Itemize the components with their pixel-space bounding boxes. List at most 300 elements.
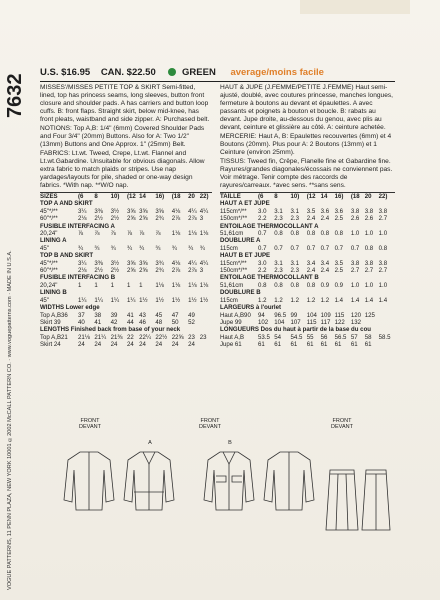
- english-cell: 3⅝: [155, 207, 164, 215]
- english-cell: 1⅛: [171, 230, 181, 238]
- french-data-row: [220, 208, 395, 215]
- english-cell: 24: [94, 341, 102, 349]
- french-cell: 0.9: [334, 281, 344, 289]
- english-cell: ¾: [188, 244, 194, 252]
- english-cell: 46: [139, 318, 146, 326]
- french-cell: 3.0: [258, 207, 267, 215]
- english-description: MISSES'/MISSES PETITE TOP & SKIRT Semi-fitted, lined, top has princess seams, long sleeves, button front closure and shoulder pads. A has carriers and button loop cuffs. B: front flaps. Straight skirt, below mid-knee, has front pleats, waistband and side zipper. A: Purchased belt.: [40, 84, 210, 123]
- english-cell: 1: [94, 281, 98, 289]
- drawing-label-front-skirt: FRONT DEVANT: [331, 418, 353, 430]
- english-cell: 2⅞: [171, 267, 181, 275]
- french-cell: 0.8: [334, 230, 344, 238]
- english-cell: 1: [78, 281, 82, 289]
- french-cell: 1.2: [306, 296, 316, 304]
- french-section-label: ENTOILAGE THERMOCOLLANT A: [220, 222, 319, 230]
- english-cell: ¾: [110, 244, 116, 252]
- french-cell: 3.8: [350, 259, 360, 267]
- french-size-header-cell: 14: [321, 193, 335, 201]
- french-size-header-cell: 10): [291, 193, 307, 201]
- french-cell: 53.5: [258, 333, 270, 341]
- english-cell: 3⅜: [94, 259, 103, 267]
- english-row-label: 45": [40, 296, 49, 304]
- french-cell: 58: [364, 333, 372, 341]
- french-size-header-cell: (6: [258, 193, 274, 201]
- french-cell: 102: [258, 318, 269, 326]
- english-size-header-cell: 14: [139, 193, 155, 201]
- tape-strip: [300, 0, 410, 14]
- english-yardage-table: [40, 192, 212, 349]
- french-row-label: 150cm*/**: [220, 215, 248, 223]
- english-notions: NOTIONS: Top A,B: 1/4" (6mm) Covered Shoulder Pads and Four 3/4" (20mm) Buttons. Also for A: Two 1/2" (13mm) Buttons and One Approx. 1" (25mm) Belt.: [40, 125, 205, 148]
- english-cell: ⅞: [110, 230, 116, 238]
- english-cell: 3: [199, 267, 204, 275]
- english-cell: 22⅝: [171, 333, 184, 341]
- french-section-row: [220, 304, 395, 311]
- french-cell: 61: [350, 341, 358, 349]
- french-size-header-cell: (18: [351, 193, 365, 201]
- english-cell: 49: [188, 311, 195, 319]
- french-section-row: [220, 274, 395, 281]
- english-cell: 2⅞: [171, 215, 181, 223]
- french-cell: 56: [320, 333, 328, 341]
- french-cell: 2.6: [350, 215, 360, 223]
- french-cell: 1.2: [274, 296, 283, 304]
- french-cell: 1.0: [364, 281, 374, 289]
- english-cell: ⅞: [155, 230, 161, 238]
- header-divider: [40, 81, 395, 82]
- french-cell: 3.1: [274, 259, 283, 267]
- english-row-label: 60"*/**: [40, 267, 58, 275]
- french-section-label: ENTOILAGE THERMOCOLLANT B: [220, 274, 319, 282]
- top-a-front-drawing: [124, 452, 174, 510]
- english-cell: 22¼: [139, 333, 151, 341]
- english-section-label: LENGTHS Finished back from base of your neck: [40, 326, 181, 334]
- publisher-address: VOGUE PATTERNS, 11 PENN PLAZA, NEW YORK 10001 ©2002 McCALL PATTERN CO. · www.voguepatterns.com · MADE IN U.S.A.: [7, 250, 13, 590]
- english-cell: 2⅛: [78, 215, 87, 223]
- french-cell: 3.5: [306, 207, 316, 215]
- english-cell: 42: [110, 318, 118, 326]
- english-section-row: [40, 200, 212, 207]
- french-cell: 0.7: [290, 244, 299, 252]
- english-cell: 24: [126, 341, 134, 349]
- top-b-back-drawing: [264, 452, 314, 510]
- english-data-row: [40, 282, 212, 289]
- english-row-label: Top A,B21: [40, 333, 68, 341]
- english-data-row: [40, 230, 212, 237]
- french-section-row: [220, 223, 395, 230]
- french-cell: 115: [306, 318, 317, 326]
- english-size-header-cell: 20: [188, 193, 200, 201]
- english-cell: 48: [155, 318, 163, 326]
- color-label: GREEN: [182, 67, 216, 78]
- french-cell: 2.4: [320, 215, 330, 223]
- french-section-label: DOUBLURE B: [220, 289, 261, 297]
- english-cell: 2⅞: [188, 215, 197, 223]
- top-b-front-drawing: [204, 452, 254, 510]
- french-cell: 2.5: [334, 215, 344, 223]
- english-cell: 2⅞: [188, 267, 197, 275]
- english-cell: ¾: [78, 244, 84, 252]
- french-cell: 61: [290, 341, 298, 349]
- english-cell: ¾: [126, 244, 133, 252]
- english-column: [40, 84, 212, 349]
- english-cell: 4⅛: [171, 207, 181, 215]
- english-cell: ¾: [199, 244, 205, 252]
- english-cell: 1: [110, 281, 115, 289]
- french-cell: 2.5: [334, 267, 344, 275]
- english-size-header-cell: 22): [200, 193, 212, 201]
- french-size-header-cell: 20: [365, 193, 379, 201]
- english-cell: 1¼: [94, 296, 103, 304]
- french-description: HAUT & JUPE (J.FEMME/PETITE J.FEMME) Haut semi-ajusté, doublé, avec coutures princesse, manches longues, fermeture à boutons au devant et épaulettes. A avec passants et poignets à bouton et boucle. B: rabats au devant. Jupe droite, au-dessous du genou, avec plis au devant, ceinture et glissière au côté. A: ceinture achetée.: [220, 84, 394, 131]
- french-cell: 1.2: [320, 296, 330, 304]
- english-cell: 1⅛: [188, 230, 197, 238]
- english-cell: 24: [155, 341, 163, 349]
- english-cell: ⅞: [94, 230, 100, 238]
- english-cell: ¾: [139, 244, 145, 252]
- english-cell: 52: [188, 318, 195, 326]
- french-section-label: HAUT A ET JUPE: [220, 200, 270, 208]
- french-cell: 58.5: [378, 333, 391, 341]
- english-section-row: [40, 289, 212, 296]
- french-cell: 55: [306, 333, 314, 341]
- french-data-row: [220, 230, 395, 237]
- french-cell: 3.4: [320, 259, 330, 267]
- french-cell: 122: [334, 318, 345, 326]
- english-cell: 4¼: [188, 207, 197, 215]
- english-cell: 24: [139, 341, 146, 349]
- english-row-label: 20,24": [40, 230, 58, 238]
- french-cell: 3.0: [258, 259, 267, 267]
- french-row-label: 51,61cm: [220, 230, 244, 238]
- english-data-row: [40, 297, 212, 304]
- french-cell: 2.2: [258, 267, 267, 275]
- english-cell: 2½: [110, 215, 120, 223]
- french-cell: 3.1: [274, 207, 283, 215]
- english-data-row: [40, 260, 212, 267]
- english-cell: 24: [110, 341, 118, 349]
- english-cell: 2½: [94, 267, 103, 275]
- english-section-label: FUSIBLE INTERFACING A: [40, 222, 115, 230]
- french-cell: 1.2: [290, 296, 299, 304]
- english-data-row: [40, 341, 212, 348]
- french-cell: 104: [274, 318, 285, 326]
- english-section-label: TOP A AND SKIRT: [40, 200, 93, 208]
- french-cell: 0.8: [320, 230, 330, 238]
- english-cell: 3¼: [78, 259, 87, 267]
- french-cell: 115: [334, 311, 345, 319]
- english-row-label: Top A,B36: [40, 311, 68, 319]
- french-cell: 3.8: [378, 259, 388, 267]
- french-cell: 3.6: [320, 207, 330, 215]
- french-section-row: [220, 200, 395, 207]
- french-cell: 2.7: [378, 267, 388, 275]
- english-size-header-cell: 16): [155, 193, 171, 201]
- french-row-label: Jupe 99: [220, 318, 242, 326]
- french-cell: 61: [320, 341, 328, 349]
- english-row-label: 20,24": [40, 281, 58, 289]
- english-cell: 2⅝: [139, 215, 148, 223]
- english-cell: 47: [171, 311, 179, 319]
- french-cell: 61: [364, 341, 372, 349]
- english-cell: 1½: [199, 296, 209, 304]
- technical-drawings: [40, 418, 395, 550]
- french-section-label: HAUT B ET JUPE: [220, 252, 271, 260]
- french-tissus: TISSUS: Tweed fin, Crêpe, Flanelle fine et Gabardine fine. Rayures/grandes diagonales/écossais ne conviennent pas. Voir métrage. Tenir compte des raccords de rayures/carreaux. *avec sens. **sans sens.: [220, 158, 393, 189]
- english-data-row: [40, 208, 212, 215]
- english-cell: 1⅛: [155, 281, 164, 289]
- line-drawings-svg: [40, 430, 395, 550]
- english-cell: 43: [139, 311, 146, 319]
- english-cell: 3½: [110, 207, 120, 215]
- french-section-label: LARGEURS à l'ourlet: [220, 304, 282, 312]
- english-data-row: [40, 312, 212, 319]
- english-size-header-cell: 8: [94, 193, 110, 201]
- english-section-row: [40, 304, 212, 311]
- french-size-header-cell: (12: [307, 193, 321, 201]
- french-cell: 2.4: [306, 267, 316, 275]
- french-metrage-table: [220, 192, 395, 349]
- french-cell: 0.7: [306, 244, 316, 252]
- french-cell: 2.7: [378, 215, 388, 223]
- french-cell: 1.4: [334, 296, 344, 304]
- french-cell: 1.0: [350, 230, 360, 238]
- french-cell: 3.5: [334, 259, 344, 267]
- french-cell: 0.9: [320, 281, 330, 289]
- english-cell: 38: [94, 311, 102, 319]
- french-row-label: Haut A,B90: [220, 311, 251, 319]
- french-cell: 0.7: [350, 244, 360, 252]
- english-row-label: 45": [40, 244, 49, 252]
- french-cell: 0.7: [258, 230, 267, 238]
- french-cell: 61: [258, 341, 265, 349]
- french-cell: 94: [258, 311, 265, 319]
- french-data-row: [220, 312, 395, 319]
- english-size-header-cell: (12: [127, 193, 139, 201]
- english-cell: 2½: [110, 267, 120, 275]
- english-fabrics: FABRICS: Lt.wt. Tweed, Crepe, Lt.wt. Flannel and Lt.wt.Gabardine. Unsuitable for obvious diagonals. Allow extra fabric to match plaids or stripes. Use nap yardages/layouts for pile, shaded or one-way design fabrics. *With nap. **W/O nap.: [40, 150, 205, 189]
- french-cell: 3.1: [290, 207, 299, 215]
- english-cell: 2¾: [155, 215, 164, 223]
- french-cell: 0.8: [258, 281, 267, 289]
- english-cell: 4⅛: [171, 259, 181, 267]
- skirt-front-drawing: [326, 470, 358, 530]
- english-cell: 21⅜: [110, 333, 123, 341]
- english-size-header: [40, 193, 212, 201]
- french-data-row: [220, 215, 395, 222]
- french-cell: 1.0: [378, 230, 388, 238]
- french-data-row: [220, 260, 395, 267]
- english-cell: 50: [171, 318, 179, 326]
- french-data-row: [220, 341, 395, 348]
- french-cell: 96.5: [274, 311, 287, 319]
- english-size-header-cell: 10): [111, 193, 127, 201]
- french-data-row: [220, 297, 395, 304]
- french-cell: 3.6: [334, 207, 344, 215]
- english-cell: 1⅛: [171, 281, 181, 289]
- english-cell: 24: [78, 341, 85, 349]
- english-cell: 3: [199, 215, 204, 223]
- french-row-label: Jupe 61: [220, 341, 242, 349]
- french-cell: 0.8: [306, 230, 316, 238]
- french-cell: 2.3: [290, 215, 299, 223]
- english-cell: ¾: [171, 244, 177, 252]
- french-cell: 1.0: [364, 230, 374, 238]
- french-cell: 120: [350, 311, 361, 319]
- english-section-label: LINING A: [40, 237, 67, 245]
- french-section-row: [220, 237, 395, 244]
- english-cell: 3¼: [78, 207, 87, 215]
- english-row-label: 45"*/**: [40, 259, 58, 267]
- english-cell: ⅞: [139, 230, 145, 238]
- french-cell: 1.4: [350, 296, 360, 304]
- french-cell: 109: [320, 311, 331, 319]
- english-cell: 3⅝: [139, 207, 148, 215]
- french-data-row: [220, 245, 395, 252]
- french-cell: 61: [274, 341, 282, 349]
- english-section-label: WIDTHS Lower edge: [40, 304, 100, 312]
- english-cell: 45: [155, 311, 163, 319]
- english-data-row: [40, 267, 212, 274]
- english-cell: 41: [94, 318, 102, 326]
- english-data-row: [40, 334, 212, 341]
- english-cell: ⅞: [78, 230, 84, 238]
- french-cell: 61: [334, 341, 342, 349]
- french-row-label: 115cm: [220, 244, 238, 252]
- english-row-label: 60"*/**: [40, 215, 58, 223]
- french-size-header: [220, 193, 395, 201]
- english-cell: 24: [171, 341, 179, 349]
- french-cell: 0.8: [364, 244, 374, 252]
- english-cell: 1½: [139, 296, 148, 304]
- french-cell: 1.4: [364, 296, 374, 304]
- french-cell: 2.4: [306, 215, 316, 223]
- french-cell: 3.8: [364, 259, 374, 267]
- french-cell: 56.5: [334, 333, 347, 341]
- english-size-header-cell: (6: [78, 193, 94, 201]
- french-size-header-cell: 16): [335, 193, 351, 201]
- french-section-row: [220, 289, 395, 296]
- french-cell: 54: [274, 333, 282, 341]
- english-data-row: [40, 245, 212, 252]
- english-section-row: [40, 274, 212, 281]
- english-cell: 39: [110, 311, 118, 319]
- french-section-label: LONGUEURS Dos du haut à partir de la base du cou: [220, 326, 372, 334]
- english-cell: 1½: [155, 296, 164, 304]
- french-cell: 2.3: [290, 267, 299, 275]
- english-cell: 3⅜: [94, 207, 103, 215]
- french-cell: 117: [320, 318, 331, 326]
- french-cell: 2.3: [274, 267, 283, 275]
- english-cell: 2⅛: [78, 267, 87, 275]
- us-price: U.S. $16.95: [40, 67, 91, 78]
- color-dot-icon: [168, 68, 176, 76]
- french-cell: 0.8: [306, 281, 316, 289]
- french-cell: 2.7: [350, 267, 360, 275]
- english-section-label: FUSIBLE INTERFACING B: [40, 274, 116, 282]
- french-section-row: [220, 326, 395, 333]
- english-cell: 1: [126, 281, 131, 289]
- skirt-back-drawing: [362, 470, 390, 530]
- drawing-label-a: A: [148, 440, 152, 446]
- english-cell: 3½: [110, 259, 120, 267]
- english-cell: 2⅝: [139, 267, 148, 275]
- french-size-header-cell: 22): [379, 193, 395, 201]
- french-cell: 3.8: [350, 207, 360, 215]
- english-cell: 21⅛: [78, 333, 90, 341]
- english-section-row: [40, 326, 212, 333]
- french-size-header-cell: TAILLE: [220, 193, 258, 201]
- english-cell: 1⅛: [199, 281, 209, 289]
- english-cell: 3⅝: [139, 259, 148, 267]
- drawing-label-front-b: FRONT DEVANT: [199, 418, 221, 430]
- english-size-header-cell: (18: [172, 193, 188, 201]
- french-data-row: [220, 282, 395, 289]
- english-size-header-cell: SIZES: [40, 193, 78, 201]
- french-row-label: 51,61cm: [220, 281, 244, 289]
- french-row-label: Haut A,B: [220, 333, 245, 341]
- english-cell: 1: [139, 281, 143, 289]
- english-cell: ⅞: [126, 230, 133, 238]
- can-price: CAN. $22.50: [100, 67, 156, 78]
- english-cell: 37: [78, 311, 85, 319]
- english-cell: 1¼: [78, 296, 87, 304]
- french-cell: 0.7: [274, 244, 283, 252]
- english-cell: 44: [126, 318, 134, 326]
- french-cell: 2.2: [258, 215, 267, 223]
- english-cell: 1¼: [126, 296, 136, 304]
- drawing-label-front-a: FRONT DEVANT: [79, 418, 101, 430]
- french-mercerie: MERCERIE: Haut A, B: Epaulettes recouvertes (6mm) et 4 Boutons (20mm). Plus pour A: 2 Boutons (13mm) et 1 Ceinture (environ 25mm).: [220, 133, 392, 156]
- french-cell: 0.8: [274, 281, 283, 289]
- french-cell: 104: [306, 311, 317, 319]
- french-data-row: [220, 334, 395, 341]
- english-row-label: Skirt 39: [40, 318, 61, 326]
- french-cell: 3.1: [290, 259, 299, 267]
- english-cell: 21¼: [94, 333, 107, 341]
- french-cell: 2.6: [364, 215, 374, 223]
- english-section-row: [40, 237, 212, 244]
- top-a-back-drawing: [64, 452, 114, 510]
- english-cell: 1¼: [110, 296, 120, 304]
- french-cell: 0.8: [274, 230, 283, 238]
- french-cell: 2.7: [364, 267, 374, 275]
- french-column: [220, 84, 395, 349]
- french-cell: 1.4: [378, 296, 388, 304]
- english-cell: 4¼: [199, 207, 209, 215]
- english-section-label: LINING B: [40, 289, 67, 297]
- french-cell: 107: [290, 318, 301, 326]
- english-section-row: [40, 223, 212, 230]
- english-section-label: TOP B AND SKIRT: [40, 252, 94, 260]
- envelope-header: [40, 67, 390, 81]
- english-cell: ¾: [155, 244, 161, 252]
- english-cell: 3¾: [155, 259, 164, 267]
- french-cell: 57: [350, 333, 358, 341]
- french-cell: 1.2: [258, 296, 267, 304]
- french-cell: 0.8: [290, 230, 299, 238]
- english-section-row: [40, 252, 212, 259]
- french-cell: 2.3: [274, 215, 283, 223]
- french-cell: 3.8: [364, 207, 374, 215]
- english-row-label: 45"*/**: [40, 207, 58, 215]
- english-cell: 3⅝: [126, 259, 136, 267]
- french-cell: 3.4: [306, 259, 316, 267]
- french-cell: 54.5: [290, 333, 303, 341]
- french-cell: 0.8: [290, 281, 299, 289]
- english-data-row: [40, 215, 212, 222]
- english-cell: 40: [78, 318, 85, 326]
